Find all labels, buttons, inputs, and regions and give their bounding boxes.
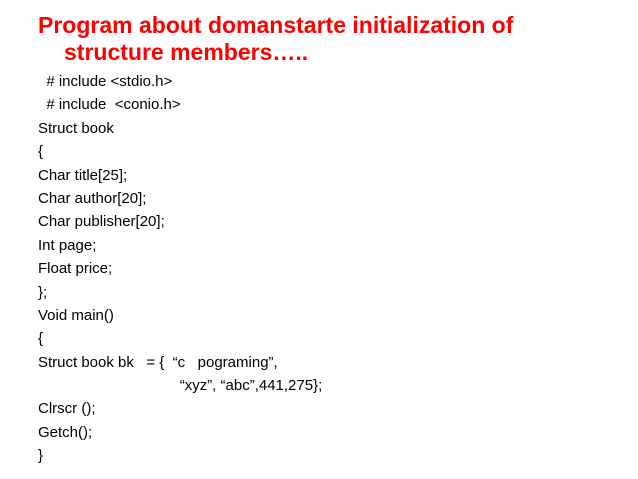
code-line: } (38, 447, 44, 465)
code-line: Struct book bk = { “c pograming”, (38, 353, 278, 371)
code-line: { (38, 330, 44, 348)
slide-title (38, 12, 618, 66)
code-line: “xyz”, “abc”,441,275}; (38, 377, 323, 395)
code-line: Void main() (38, 306, 114, 324)
code-line: Float price; (38, 260, 113, 278)
title-line-1: Program about domanstarte initialization of (38, 12, 514, 38)
code-line: { (38, 143, 44, 161)
code-line: Char author[20]; (38, 189, 147, 207)
code-line: Clrscr (); (38, 400, 96, 418)
code-line: # include <conio.h> (38, 96, 181, 114)
code-line: # include <stdio.h> (38, 73, 173, 90)
code-listing (38, 70, 628, 468)
code-line: Char title[25]; (38, 166, 128, 184)
code-line: Getch(); (38, 423, 93, 441)
code-line: }; (38, 283, 48, 301)
code-line: Struct book (38, 119, 114, 137)
title-line-2: structure members….. (64, 39, 309, 65)
code-line: Int page; (38, 236, 97, 254)
code-line: Char publisher[20]; (38, 213, 165, 231)
